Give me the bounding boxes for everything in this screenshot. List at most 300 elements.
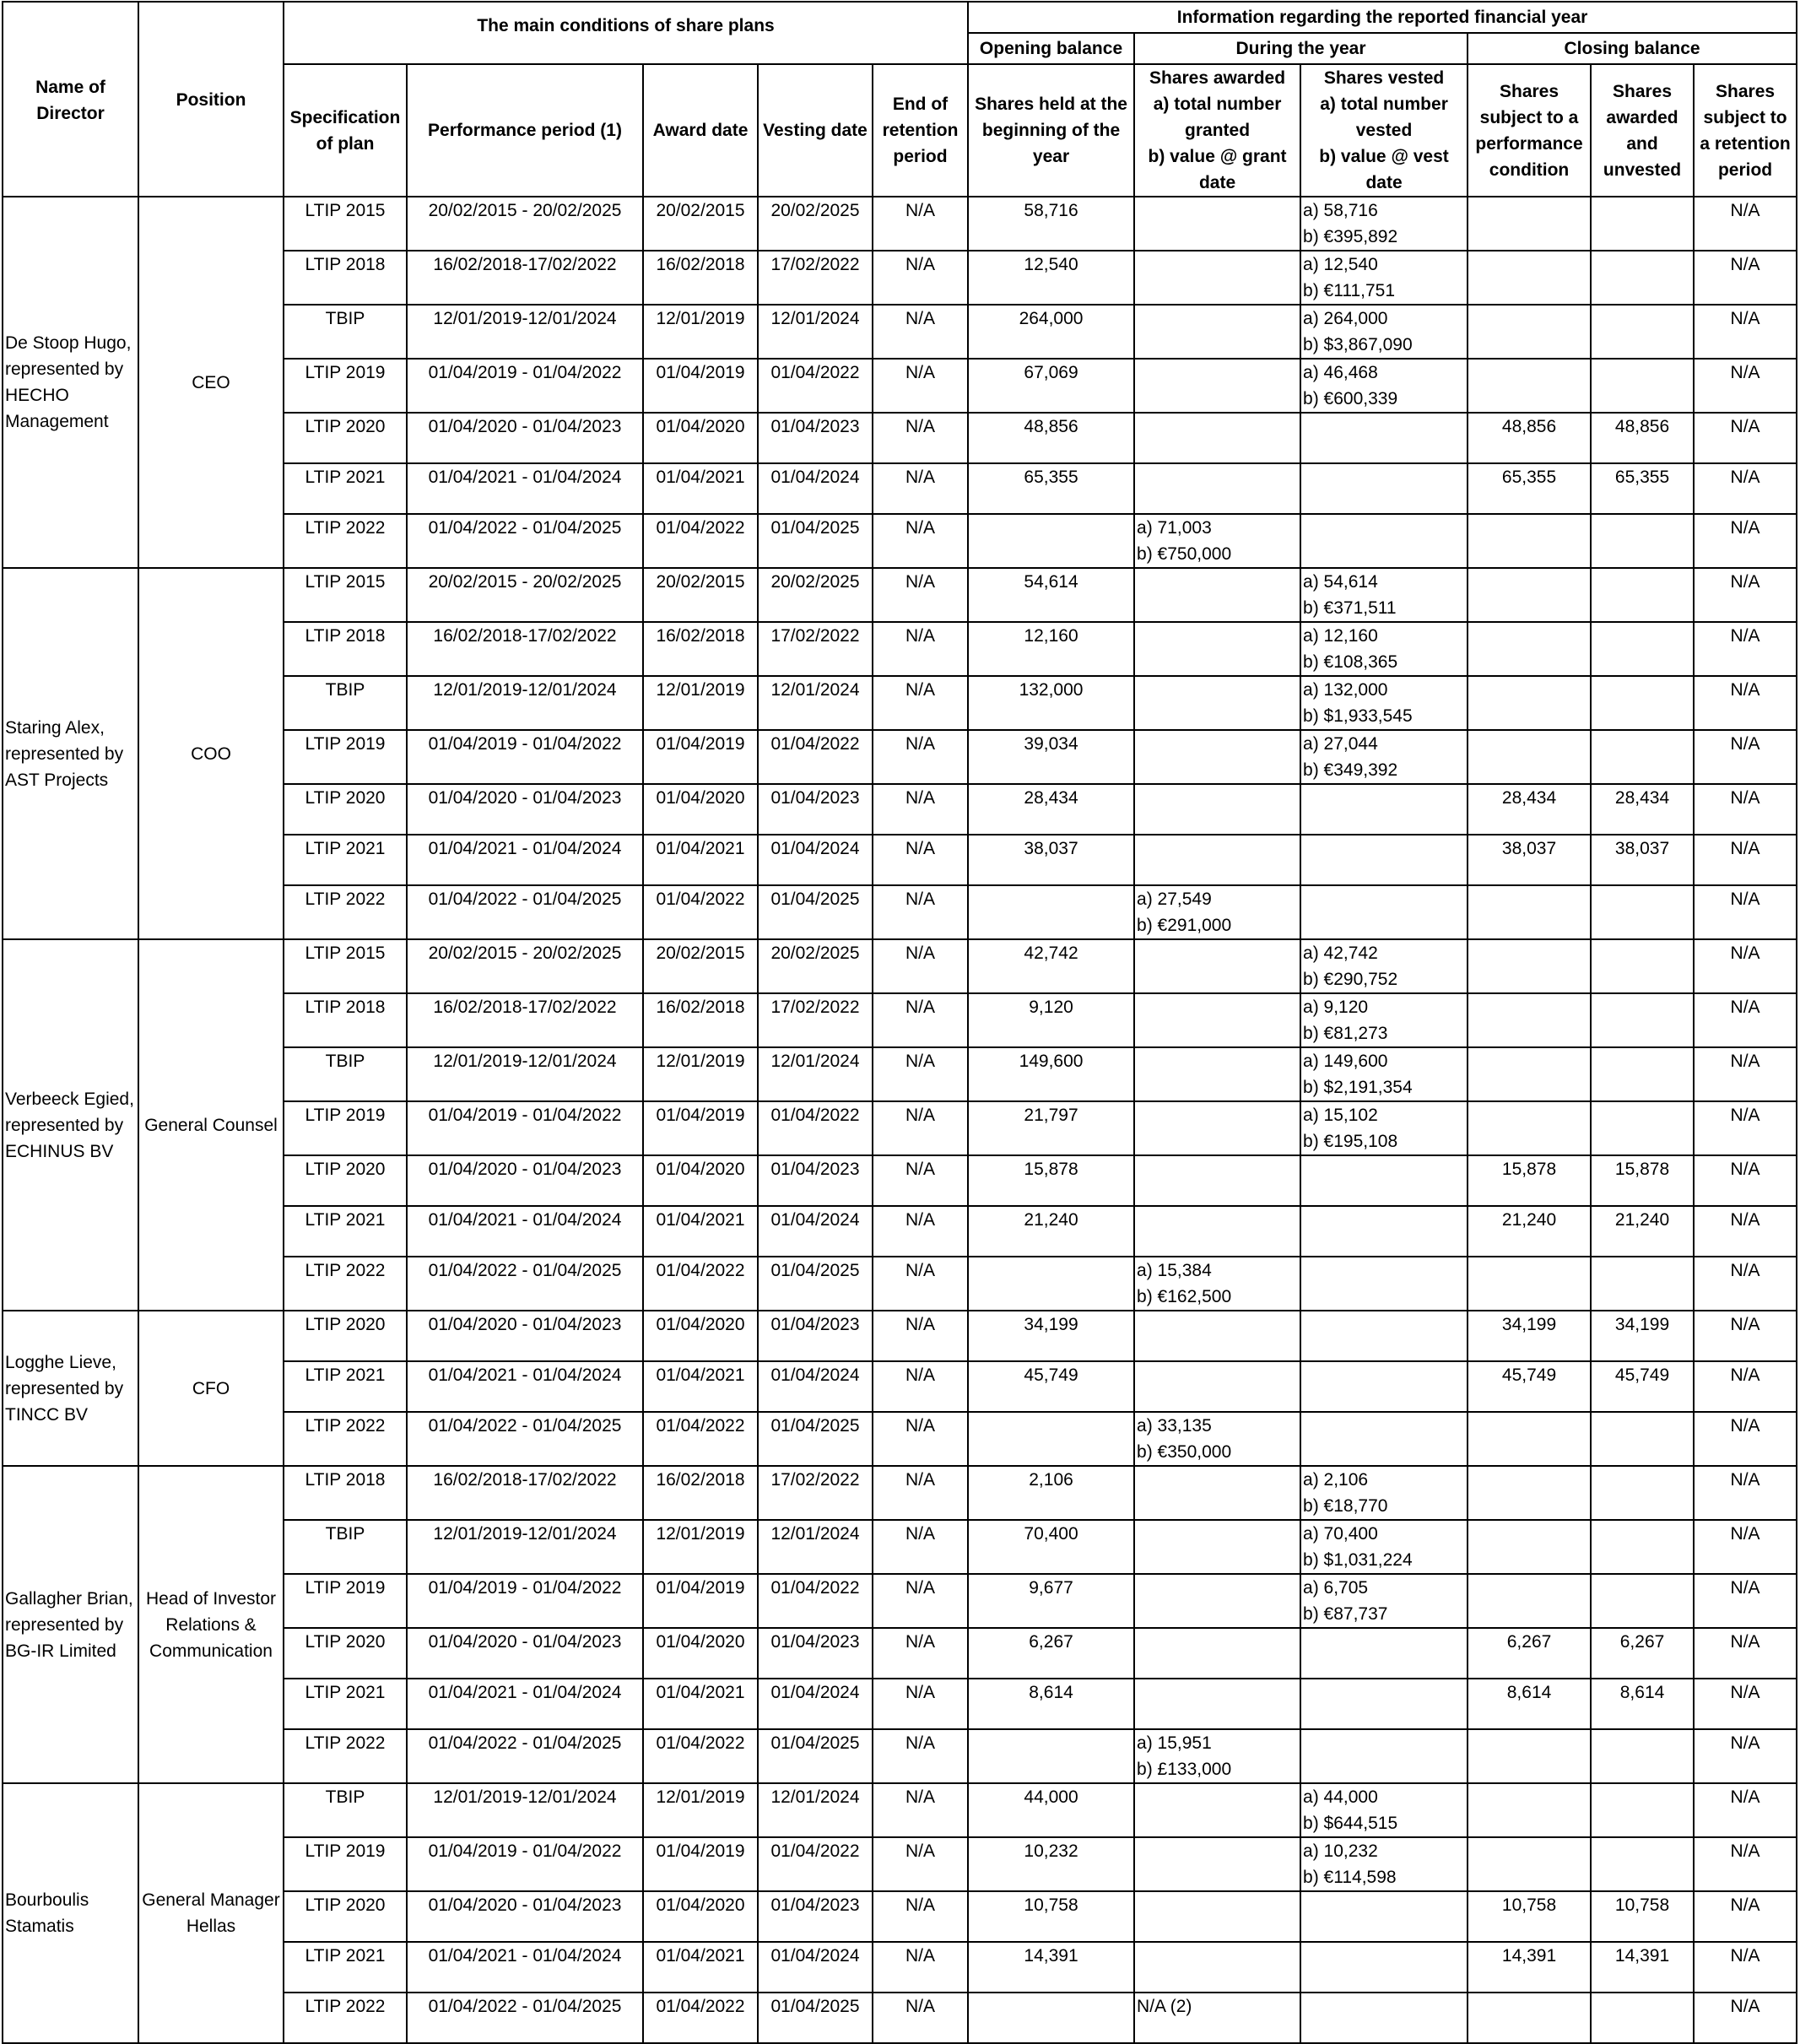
plan-cell: LTIP 2019 (284, 1574, 407, 1628)
shares-awarded-cell: a) 15,384 b) €162,500 (1134, 1257, 1300, 1311)
header-info-year: Information regarding the reported financial year (968, 2, 1797, 33)
subject-retention-cell: N/A (1694, 885, 1797, 939)
opening-balance-cell: 21,797 (968, 1101, 1134, 1155)
retention-cell: N/A (873, 1729, 968, 1783)
subject-perf-cell: 6,267 (1468, 1628, 1591, 1679)
subject-perf-cell: 21,240 (1468, 1206, 1591, 1257)
shares-awarded-cell (1134, 1155, 1300, 1206)
vesting-date-cell: 01/04/2025 (758, 514, 873, 568)
awarded-unvested-cell (1591, 1783, 1694, 1837)
opening-balance-cell: 44,000 (968, 1783, 1134, 1837)
subject-retention-cell: N/A (1694, 514, 1797, 568)
shares-vested-cell (1300, 463, 1468, 514)
director-position: Head of Investor Relations & Communication (138, 1466, 284, 1783)
plan-cell: LTIP 2021 (284, 1206, 407, 1257)
retention-cell: N/A (873, 1412, 968, 1466)
period-cell: 01/04/2020 - 01/04/2023 (407, 1155, 643, 1206)
period-cell: 01/04/2020 - 01/04/2023 (407, 784, 643, 835)
period-cell: 12/01/2019-12/01/2024 (407, 1520, 643, 1574)
subject-retention-cell: N/A (1694, 1466, 1797, 1520)
shares-vested-cell: a) 2,106 b) €18,770 (1300, 1466, 1468, 1520)
retention-cell: N/A (873, 1574, 968, 1628)
award-date-cell: 12/01/2019 (643, 676, 758, 730)
subject-perf-cell (1468, 1729, 1591, 1783)
awarded-unvested-cell (1591, 1574, 1694, 1628)
period-cell: 01/04/2020 - 01/04/2023 (407, 1628, 643, 1679)
subject-perf-cell: 8,614 (1468, 1679, 1591, 1729)
period-cell: 01/04/2019 - 01/04/2022 (407, 1574, 643, 1628)
shares-awarded-cell (1134, 676, 1300, 730)
awarded-unvested-cell: 8,614 (1591, 1679, 1694, 1729)
awarded-unvested-cell: 45,749 (1591, 1361, 1694, 1412)
opening-balance-cell: 2,106 (968, 1466, 1134, 1520)
vesting-date-cell: 01/04/2022 (758, 1837, 873, 1891)
awarded-unvested-cell (1591, 1993, 1694, 2043)
opening-balance-cell: 12,540 (968, 251, 1134, 305)
shares-awarded-cell (1134, 1574, 1300, 1628)
opening-balance-cell: 15,878 (968, 1155, 1134, 1206)
subject-retention-cell: N/A (1694, 835, 1797, 885)
subject-perf-cell: 14,391 (1468, 1942, 1591, 1993)
vesting-date-cell: 17/02/2022 (758, 251, 873, 305)
shares-awarded-cell (1134, 1942, 1300, 1993)
retention-cell: N/A (873, 1942, 968, 1993)
opening-balance-cell: 132,000 (968, 676, 1134, 730)
subject-perf-cell (1468, 885, 1591, 939)
subject-retention-cell: N/A (1694, 251, 1797, 305)
opening-balance-cell: 65,355 (968, 463, 1134, 514)
director-position: CEO (138, 197, 284, 568)
vesting-date-cell: 01/04/2025 (758, 1257, 873, 1311)
share-plans-table-wrapper (2, 1, 1796, 2044)
retention-cell: N/A (873, 1466, 968, 1520)
subject-retention-cell: N/A (1694, 305, 1797, 359)
awarded-unvested-cell (1591, 1412, 1694, 1466)
period-cell: 16/02/2018-17/02/2022 (407, 251, 643, 305)
shares-vested-cell: a) 58,716 b) €395,892 (1300, 197, 1468, 251)
award-date-cell: 20/02/2015 (643, 197, 758, 251)
vesting-date-cell: 17/02/2022 (758, 993, 873, 1047)
shares-vested-cell: a) 132,000 b) $1,933,545 (1300, 676, 1468, 730)
awarded-unvested-cell (1591, 622, 1694, 676)
retention-cell: N/A (873, 676, 968, 730)
shares-vested-cell (1300, 1679, 1468, 1729)
plan-cell: LTIP 2019 (284, 359, 407, 413)
period-cell: 01/04/2022 - 01/04/2025 (407, 1993, 643, 2043)
header-end-retention: End of retention period (873, 64, 968, 197)
retention-cell: N/A (873, 1047, 968, 1101)
plan-cell: LTIP 2019 (284, 1101, 407, 1155)
shares-awarded-cell (1134, 730, 1300, 784)
header-spec: Specification of plan (284, 64, 407, 197)
plan-cell: LTIP 2020 (284, 1891, 407, 1942)
award-date-cell: 01/04/2021 (643, 1942, 758, 1993)
period-cell: 01/04/2021 - 01/04/2024 (407, 1206, 643, 1257)
shares-vested-cell: a) 10,232 b) €114,598 (1300, 1837, 1468, 1891)
vesting-date-cell: 01/04/2022 (758, 730, 873, 784)
opening-balance-cell: 8,614 (968, 1679, 1134, 1729)
shares-awarded-cell (1134, 568, 1300, 622)
shares-vested-cell: a) 12,160 b) €108,365 (1300, 622, 1468, 676)
shares-awarded-cell (1134, 1679, 1300, 1729)
director-name: Bourboulis Stamatis (3, 1783, 138, 2043)
vesting-date-cell: 01/04/2023 (758, 1155, 873, 1206)
awarded-unvested-cell (1591, 1101, 1694, 1155)
shares-vested-cell (1300, 835, 1468, 885)
share-plans-body (3, 197, 1797, 2043)
subject-perf-cell (1468, 993, 1591, 1047)
award-date-cell: 16/02/2018 (643, 1466, 758, 1520)
director-position: COO (138, 568, 284, 939)
subject-retention-cell: N/A (1694, 1729, 1797, 1783)
vesting-date-cell: 12/01/2024 (758, 676, 873, 730)
header-vested: Shares vested a) total number vested b) value @ vest date (1300, 64, 1468, 197)
plan-cell: LTIP 2018 (284, 251, 407, 305)
director-name: Verbeeck Egied, represented by ECHINUS BV (3, 939, 138, 1311)
subject-retention-cell: N/A (1694, 463, 1797, 514)
subject-perf-cell (1468, 197, 1591, 251)
header-subject-perf: Shares subject to a performance condition (1468, 64, 1591, 197)
subject-retention-cell: N/A (1694, 730, 1797, 784)
subject-retention-cell: N/A (1694, 1412, 1797, 1466)
awarded-unvested-cell: 6,267 (1591, 1628, 1694, 1679)
retention-cell: N/A (873, 939, 968, 993)
period-cell: 01/04/2020 - 01/04/2023 (407, 1311, 643, 1361)
award-date-cell: 01/04/2019 (643, 1574, 758, 1628)
shares-vested-cell: a) 9,120 b) €81,273 (1300, 993, 1468, 1047)
awarded-unvested-cell (1591, 1466, 1694, 1520)
plan-cell: TBIP (284, 676, 407, 730)
shares-vested-cell (1300, 1942, 1468, 1993)
header-awarded: Shares awarded a) total number granted b) value @ grant date (1134, 64, 1300, 197)
header-position: Position (138, 2, 284, 197)
plan-cell: LTIP 2021 (284, 1942, 407, 1993)
period-cell: 16/02/2018-17/02/2022 (407, 622, 643, 676)
subject-retention-cell: N/A (1694, 1574, 1797, 1628)
period-cell: 01/04/2022 - 01/04/2025 (407, 1729, 643, 1783)
shares-vested-cell: a) 70,400 b) $1,031,224 (1300, 1520, 1468, 1574)
plan-cell: TBIP (284, 305, 407, 359)
director-position: General Counsel (138, 939, 284, 1311)
vesting-date-cell: 12/01/2024 (758, 305, 873, 359)
subject-retention-cell: N/A (1694, 1783, 1797, 1837)
period-cell: 01/04/2019 - 01/04/2022 (407, 1101, 643, 1155)
shares-awarded-cell (1134, 251, 1300, 305)
header-opening-balance: Opening balance (968, 33, 1134, 64)
subject-perf-cell (1468, 1783, 1591, 1837)
table-row (3, 1466, 1797, 1520)
subject-perf-cell (1468, 622, 1591, 676)
retention-cell: N/A (873, 1783, 968, 1837)
retention-cell: N/A (873, 1837, 968, 1891)
awarded-unvested-cell (1591, 359, 1694, 413)
subject-perf-cell (1468, 305, 1591, 359)
subject-perf-cell (1468, 1837, 1591, 1891)
plan-cell: LTIP 2020 (284, 1628, 407, 1679)
plan-cell: LTIP 2022 (284, 1993, 407, 2043)
awarded-unvested-cell: 21,240 (1591, 1206, 1694, 1257)
awarded-unvested-cell (1591, 1047, 1694, 1101)
director-position: General Manager Hellas (138, 1783, 284, 2043)
header-held-begin: Shares held at the beginning of the year (968, 64, 1134, 197)
vesting-date-cell: 12/01/2024 (758, 1047, 873, 1101)
plan-cell: LTIP 2018 (284, 1466, 407, 1520)
plan-cell: LTIP 2021 (284, 463, 407, 514)
award-date-cell: 01/04/2021 (643, 1679, 758, 1729)
shares-vested-cell: a) 15,102 b) €195,108 (1300, 1101, 1468, 1155)
award-date-cell: 01/04/2020 (643, 1155, 758, 1206)
director-name: Gallagher Brian, represented by BG-IR Limited (3, 1466, 138, 1783)
opening-balance-cell (968, 885, 1134, 939)
subject-perf-cell: 10,758 (1468, 1891, 1591, 1942)
shares-awarded-cell (1134, 1361, 1300, 1412)
header-closing-balance: Closing balance (1468, 33, 1797, 64)
vesting-date-cell: 01/04/2023 (758, 1628, 873, 1679)
subject-retention-cell: N/A (1694, 784, 1797, 835)
shares-vested-cell: a) 12,540 b) €111,751 (1300, 251, 1468, 305)
awarded-unvested-cell (1591, 197, 1694, 251)
shares-vested-cell (1300, 413, 1468, 463)
shares-awarded-cell: N/A (2) (1134, 1993, 1300, 2043)
award-date-cell: 01/04/2019 (643, 1837, 758, 1891)
table-row (3, 568, 1797, 622)
award-date-cell: 01/04/2021 (643, 1361, 758, 1412)
opening-balance-cell (968, 514, 1134, 568)
vesting-date-cell: 20/02/2025 (758, 939, 873, 993)
awarded-unvested-cell (1591, 1729, 1694, 1783)
subject-perf-cell: 48,856 (1468, 413, 1591, 463)
plan-cell: LTIP 2021 (284, 835, 407, 885)
subject-retention-cell: N/A (1694, 1891, 1797, 1942)
vesting-date-cell: 12/01/2024 (758, 1783, 873, 1837)
period-cell: 01/04/2019 - 01/04/2022 (407, 730, 643, 784)
period-cell: 01/04/2022 - 01/04/2025 (407, 1412, 643, 1466)
shares-vested-cell: a) 44,000 b) $644,515 (1300, 1783, 1468, 1837)
subject-retention-cell: N/A (1694, 1628, 1797, 1679)
shares-vested-cell (1300, 1628, 1468, 1679)
awarded-unvested-cell (1591, 251, 1694, 305)
opening-balance-cell: 39,034 (968, 730, 1134, 784)
director-name: Staring Alex, represented by AST Projects (3, 568, 138, 939)
shares-awarded-cell: a) 27,549 b) €291,000 (1134, 885, 1300, 939)
shares-awarded-cell (1134, 463, 1300, 514)
plan-cell: LTIP 2020 (284, 784, 407, 835)
retention-cell: N/A (873, 197, 968, 251)
shares-vested-cell (1300, 514, 1468, 568)
awarded-unvested-cell: 38,037 (1591, 835, 1694, 885)
subject-perf-cell (1468, 1412, 1591, 1466)
vesting-date-cell: 01/04/2025 (758, 1729, 873, 1783)
subject-retention-cell: N/A (1694, 1311, 1797, 1361)
vesting-date-cell: 01/04/2024 (758, 463, 873, 514)
award-date-cell: 01/04/2021 (643, 835, 758, 885)
shares-awarded-cell (1134, 784, 1300, 835)
award-date-cell: 12/01/2019 (643, 1520, 758, 1574)
subject-retention-cell: N/A (1694, 939, 1797, 993)
vesting-date-cell: 17/02/2022 (758, 1466, 873, 1520)
award-date-cell: 01/04/2019 (643, 1101, 758, 1155)
awarded-unvested-cell (1591, 730, 1694, 784)
vesting-date-cell: 01/04/2022 (758, 1101, 873, 1155)
shares-awarded-cell (1134, 993, 1300, 1047)
plan-cell: TBIP (284, 1047, 407, 1101)
shares-awarded-cell (1134, 1101, 1300, 1155)
retention-cell: N/A (873, 730, 968, 784)
subject-perf-cell (1468, 1257, 1591, 1311)
retention-cell: N/A (873, 1679, 968, 1729)
shares-awarded-cell (1134, 359, 1300, 413)
awarded-unvested-cell (1591, 1257, 1694, 1311)
subject-perf-cell: 45,749 (1468, 1361, 1591, 1412)
shares-awarded-cell (1134, 1891, 1300, 1942)
vesting-date-cell: 01/04/2024 (758, 1679, 873, 1729)
vesting-date-cell: 12/01/2024 (758, 1520, 873, 1574)
vesting-date-cell: 20/02/2025 (758, 568, 873, 622)
shares-awarded-cell (1134, 1520, 1300, 1574)
vesting-date-cell: 01/04/2025 (758, 885, 873, 939)
shares-vested-cell: a) 264,000 b) $3,867,090 (1300, 305, 1468, 359)
subject-perf-cell: 15,878 (1468, 1155, 1591, 1206)
opening-balance-cell: 14,391 (968, 1942, 1134, 1993)
subject-perf-cell (1468, 1047, 1591, 1101)
plan-cell: LTIP 2020 (284, 1311, 407, 1361)
opening-balance-cell (968, 1257, 1134, 1311)
award-date-cell: 20/02/2015 (643, 939, 758, 993)
director-name: De Stoop Hugo, represented by HECHO Management (3, 197, 138, 568)
awarded-unvested-cell: 10,758 (1591, 1891, 1694, 1942)
awarded-unvested-cell: 14,391 (1591, 1942, 1694, 1993)
vesting-date-cell: 01/04/2023 (758, 413, 873, 463)
retention-cell: N/A (873, 784, 968, 835)
shares-vested-cell (1300, 784, 1468, 835)
award-date-cell: 01/04/2021 (643, 1206, 758, 1257)
shares-awarded-cell: a) 71,003 b) €750,000 (1134, 514, 1300, 568)
plan-cell: LTIP 2022 (284, 1257, 407, 1311)
shares-vested-cell (1300, 1993, 1468, 2043)
opening-balance-cell: 10,232 (968, 1837, 1134, 1891)
director-position: CFO (138, 1311, 284, 1466)
shares-awarded-cell (1134, 939, 1300, 993)
opening-balance-cell (968, 1993, 1134, 2043)
opening-balance-cell: 10,758 (968, 1891, 1134, 1942)
subject-retention-cell: N/A (1694, 359, 1797, 413)
plan-cell: LTIP 2021 (284, 1679, 407, 1729)
shares-awarded-cell (1134, 622, 1300, 676)
award-date-cell: 01/04/2019 (643, 359, 758, 413)
retention-cell: N/A (873, 1311, 968, 1361)
shares-vested-cell: a) 42,742 b) €290,752 (1300, 939, 1468, 993)
opening-balance-cell: 42,742 (968, 939, 1134, 993)
award-date-cell: 16/02/2018 (643, 622, 758, 676)
award-date-cell: 01/04/2020 (643, 413, 758, 463)
plan-cell: LTIP 2022 (284, 1729, 407, 1783)
shares-vested-cell (1300, 885, 1468, 939)
period-cell: 20/02/2015 - 20/02/2025 (407, 568, 643, 622)
vesting-date-cell: 01/04/2024 (758, 1942, 873, 1993)
subject-perf-cell (1468, 1466, 1591, 1520)
subject-retention-cell: N/A (1694, 1047, 1797, 1101)
share-plans-table (2, 1, 1797, 2044)
shares-awarded-cell (1134, 835, 1300, 885)
header-awarded-unvested: Shares awarded and unvested (1591, 64, 1694, 197)
subject-retention-cell: N/A (1694, 1942, 1797, 1993)
shares-awarded-cell (1134, 1783, 1300, 1837)
period-cell: 01/04/2022 - 01/04/2025 (407, 885, 643, 939)
shares-awarded-cell (1134, 1206, 1300, 1257)
award-date-cell: 01/04/2022 (643, 1257, 758, 1311)
awarded-unvested-cell: 34,199 (1591, 1311, 1694, 1361)
plan-cell: TBIP (284, 1783, 407, 1837)
shares-awarded-cell (1134, 413, 1300, 463)
subject-retention-cell: N/A (1694, 568, 1797, 622)
subject-perf-cell: 34,199 (1468, 1311, 1591, 1361)
opening-balance-cell: 67,069 (968, 359, 1134, 413)
plan-cell: LTIP 2015 (284, 197, 407, 251)
retention-cell: N/A (873, 1520, 968, 1574)
subject-perf-cell (1468, 1101, 1591, 1155)
award-date-cell: 01/04/2020 (643, 784, 758, 835)
plan-cell: LTIP 2019 (284, 730, 407, 784)
shares-vested-cell: a) 149,600 b) $2,191,354 (1300, 1047, 1468, 1101)
opening-balance-cell: 58,716 (968, 197, 1134, 251)
opening-balance-cell: 38,037 (968, 835, 1134, 885)
awarded-unvested-cell: 28,434 (1591, 784, 1694, 835)
period-cell: 20/02/2015 - 20/02/2025 (407, 939, 643, 993)
shares-awarded-cell (1134, 305, 1300, 359)
period-cell: 01/04/2021 - 01/04/2024 (407, 1679, 643, 1729)
subject-perf-cell (1468, 514, 1591, 568)
award-date-cell: 01/04/2022 (643, 514, 758, 568)
period-cell: 16/02/2018-17/02/2022 (407, 993, 643, 1047)
director-name: Logghe Lieve, represented by TINCC BV (3, 1311, 138, 1466)
retention-cell: N/A (873, 993, 968, 1047)
retention-cell: N/A (873, 1628, 968, 1679)
period-cell: 12/01/2019-12/01/2024 (407, 305, 643, 359)
vesting-date-cell: 01/04/2023 (758, 1891, 873, 1942)
award-date-cell: 01/04/2022 (643, 1729, 758, 1783)
subject-retention-cell: N/A (1694, 1837, 1797, 1891)
awarded-unvested-cell (1591, 305, 1694, 359)
shares-awarded-cell: a) 15,951 b) £133,000 (1134, 1729, 1300, 1783)
table-row (3, 1311, 1797, 1361)
header-vesting-date: Vesting date (758, 64, 873, 197)
retention-cell: N/A (873, 1101, 968, 1155)
period-cell: 01/04/2020 - 01/04/2023 (407, 413, 643, 463)
awarded-unvested-cell (1591, 885, 1694, 939)
period-cell: 12/01/2019-12/01/2024 (407, 1047, 643, 1101)
subject-retention-cell: N/A (1694, 1520, 1797, 1574)
award-date-cell: 01/04/2022 (643, 885, 758, 939)
header-subject-retention: Shares subject to a retention period (1694, 64, 1797, 197)
shares-vested-cell (1300, 1412, 1468, 1466)
retention-cell: N/A (873, 1361, 968, 1412)
subject-retention-cell: N/A (1694, 1101, 1797, 1155)
award-date-cell: 01/04/2020 (643, 1891, 758, 1942)
awarded-unvested-cell (1591, 514, 1694, 568)
plan-cell: LTIP 2020 (284, 1155, 407, 1206)
opening-balance-cell: 45,749 (968, 1361, 1134, 1412)
retention-cell: N/A (873, 1993, 968, 2043)
shares-awarded-cell (1134, 1311, 1300, 1361)
vesting-date-cell: 17/02/2022 (758, 622, 873, 676)
subject-retention-cell: N/A (1694, 1257, 1797, 1311)
retention-cell: N/A (873, 835, 968, 885)
award-date-cell: 01/04/2022 (643, 1412, 758, 1466)
opening-balance-cell: 9,120 (968, 993, 1134, 1047)
subject-perf-cell: 28,434 (1468, 784, 1591, 835)
awarded-unvested-cell (1591, 676, 1694, 730)
period-cell: 01/04/2021 - 01/04/2024 (407, 1361, 643, 1412)
